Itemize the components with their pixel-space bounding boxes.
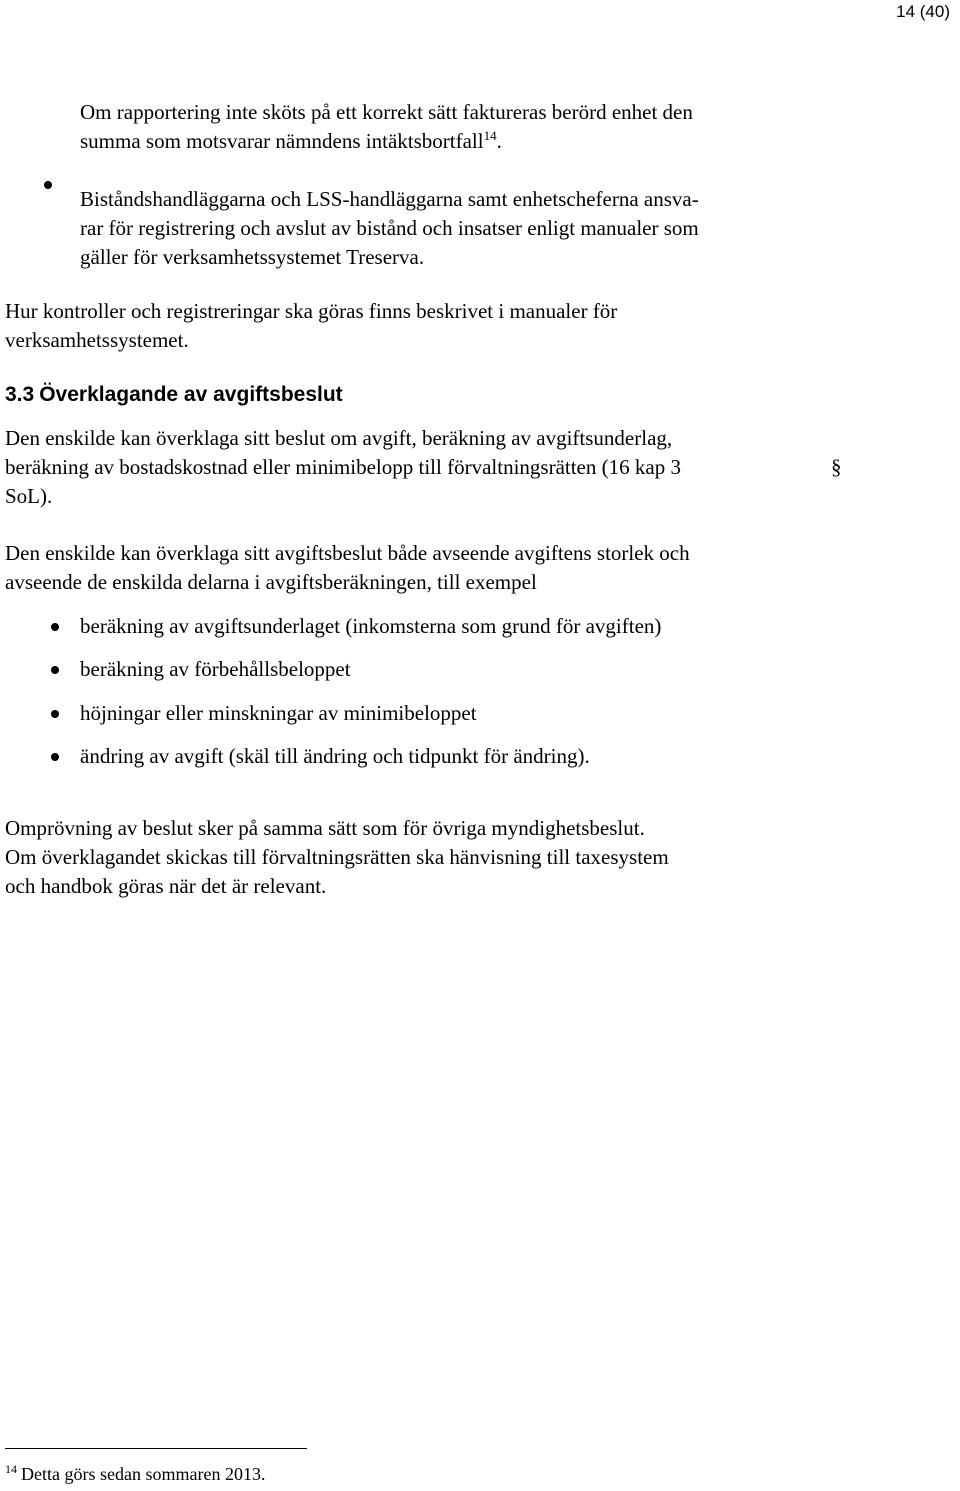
bullet-icon [44, 181, 52, 189]
bullet-icon [51, 753, 59, 761]
appeal1-line-3: SoL). [5, 484, 53, 508]
review-paragraph [5, 814, 669, 901]
footnote-divider [5, 1448, 307, 1449]
appeal-paragraph-2 [5, 539, 690, 597]
review-line-3: och handbok göras när det är relevant. [5, 874, 327, 898]
control-line-2: verksamhetssystemet. [5, 328, 189, 352]
section-title: Överklagande av avgiftsbeslut [39, 383, 343, 406]
list-item: beräkning av förbehållsbeloppet [80, 657, 351, 681]
list-item: ändring av avgift (skäl till ändring och tidpunkt för ändring). [80, 744, 590, 768]
bullet-icon [51, 666, 59, 674]
intro-line-2 [80, 127, 693, 156]
appeal2-line-2: avseende de enskilda delarna i avgiftsberäkningen, till exempel [5, 570, 537, 594]
footnote-reference: 14 [483, 128, 497, 143]
control-line-1: Hur kontroller och registreringar ska göras finns beskrivet i manualer för [5, 299, 618, 323]
intro-line-2-text: summa som motsvarar nämndens intäktsbortfall [80, 129, 484, 153]
list-item: höjningar eller minskningar av minimibeloppet [80, 701, 477, 725]
footnote-text: Detta görs sedan sommaren 2013. [21, 1464, 266, 1484]
appeal1-line-1: Den enskilde kan överklaga sitt beslut om avgift, beräkning av avgiftsunderlag, [5, 426, 673, 450]
bullet-paragraph-treserva [80, 185, 699, 272]
review-line-1: Omprövning av beslut sker på samma sätt som för övriga myndighetsbeslut. [5, 816, 645, 840]
intro-line-1: Om rapportering inte sköts på ett korrekt sätt faktureras berörd enhet den [80, 100, 693, 124]
appeal2-line-1: Den enskilde kan överklaga sitt avgiftsbeslut både avseende avgiftens storlek och [5, 541, 690, 565]
list-item: beräkning av avgiftsunderlaget (inkomsterna som grund för avgiften) [80, 614, 662, 638]
section-heading [5, 380, 343, 409]
section-number: 3.3 [5, 383, 35, 406]
bullet-icon [51, 710, 59, 718]
bullet-top-line-2: rar för registrering och avslut av bistånd och insatser enligt manualer som [80, 216, 699, 240]
review-line-2: Om överklagandet skickas till förvaltningsrätten ska hänvisning till taxesystem [5, 845, 669, 869]
appeal-paragraph-1 [5, 424, 842, 511]
section-sign: § [831, 455, 842, 479]
intro-trailing-period: . [496, 129, 502, 153]
footnote [5, 1462, 265, 1486]
page-number: 14 (40) [896, 2, 950, 21]
appeal1-line-2-text: beräkning av bostadskostnad eller minimibelopp till förvaltningsrätten (16 kap 3 [5, 455, 681, 479]
footnote-number: 14 [5, 1462, 17, 1476]
bullet-top-line-1: Biståndshandläggarna och LSS-handläggarna samt enhetscheferna ansva- [80, 187, 699, 211]
intro-paragraph [80, 98, 693, 156]
bullet-top-line-3: gäller för verksamhetssystemet Treserva. [80, 245, 425, 269]
appeal1-line-2 [5, 453, 842, 482]
bullet-icon [51, 623, 59, 631]
control-paragraph [5, 297, 617, 355]
